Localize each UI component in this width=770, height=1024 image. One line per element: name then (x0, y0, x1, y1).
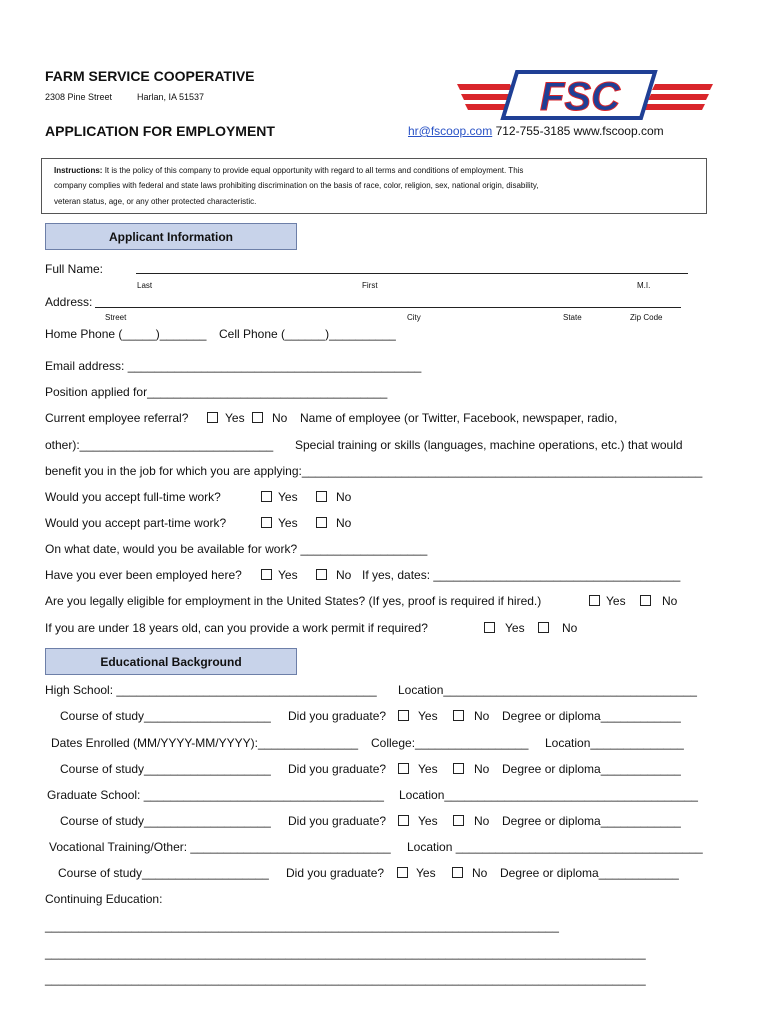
referral-name-label: Name of employee (or Twitter, Facebook, newspaper, radio, (300, 411, 618, 425)
voc-degree-field[interactable]: Degree or diploma____________ (500, 866, 679, 880)
employed-dates-field[interactable]: If yes, dates: _____________________________________ (362, 568, 681, 582)
instructions-label: Instructions: (54, 166, 103, 175)
fulltime-yes-label: Yes (278, 490, 298, 504)
continuing-line-1[interactable]: _____________________________________________________________________________ (45, 919, 559, 933)
graduate-location-field[interactable]: Location______________________________________ (399, 788, 698, 802)
vocational-field[interactable]: Vocational Training/Other: ______________________________ (49, 840, 391, 854)
under18-yes-label: Yes (505, 621, 525, 635)
phone-web: 712-755-3185 www.fscoop.com (495, 124, 664, 138)
employed-yes-label: Yes (278, 568, 298, 582)
high-school-field[interactable]: High School: _______________________________________ (45, 683, 377, 697)
parttime-label: Would you accept part-time work? (45, 516, 227, 530)
svg-text:FSC: FSC (540, 75, 620, 119)
home-phone-field[interactable]: Home Phone (_____)_______ (45, 327, 207, 341)
parttime-no-label: No (336, 516, 352, 530)
fulltime-yes-checkbox[interactable] (261, 491, 272, 502)
referral-yes-label: Yes (225, 411, 245, 425)
instructions-line1 (54, 166, 523, 175)
fulltime-label: Would you accept full-time work? (45, 490, 221, 504)
section-applicant-information: Applicant Information (45, 223, 297, 250)
graduate-school-field[interactable]: Graduate School: ____________________________________ (47, 788, 384, 802)
available-date-field[interactable]: On what date, would you be available for work? ___________________ (45, 542, 428, 556)
benefit-field[interactable]: benefit you in the job for which you are applying:____________________________________________________________ (45, 464, 703, 478)
hs-graduate-label: Did you graduate? (288, 709, 387, 723)
hs-course-field[interactable]: Course of study___________________ (60, 709, 271, 723)
college-graduate-yes-label: Yes (418, 762, 438, 776)
eligible-label: Are you legally eligible for employment in the United States? (If yes, proof is required if hired.) (45, 594, 542, 608)
continuing-line-3[interactable]: __________________________________________________________________________________________ (45, 972, 646, 986)
referral-yes-checkbox[interactable] (207, 412, 218, 423)
company-city: Harlan, IA 51537 (137, 92, 205, 102)
referral-no-checkbox[interactable] (252, 412, 263, 423)
instructions-text-3: veteran status, age, or any other protected characteristic. (54, 197, 257, 206)
full-name-label: Full Name: (45, 262, 104, 276)
other-field[interactable]: other):_____________________________ (45, 438, 274, 452)
address-field[interactable] (95, 307, 681, 308)
grad-graduate-no-checkbox[interactable] (453, 815, 464, 826)
college-graduate-yes-checkbox[interactable] (398, 763, 409, 774)
eligible-yes-label: Yes (606, 594, 626, 608)
college-graduate-no-label: No (474, 762, 490, 776)
name-mi-caption: M.I. (637, 281, 651, 290)
parttime-no-checkbox[interactable] (316, 517, 327, 528)
email-field[interactable]: Email address: ____________________________________________ (45, 359, 422, 373)
grad-course-field[interactable]: Course of study___________________ (60, 814, 271, 828)
employed-no-checkbox[interactable] (316, 569, 327, 580)
voc-course-field[interactable]: Course of study___________________ (58, 866, 269, 880)
college-field[interactable]: College:_________________ (371, 736, 529, 750)
position-field[interactable]: Position applied for____________________________________ (45, 385, 388, 399)
special-training-label: Special training or skills (languages, machine operations, etc.) that would (295, 438, 683, 452)
continuing-education-label: Continuing Education: (45, 892, 163, 906)
hs-graduate-no-label: No (474, 709, 490, 723)
under18-label: If you are under 18 years old, can you provide a work permit if required? (45, 621, 428, 635)
company-street: 2308 Pine Street (45, 92, 113, 102)
email-link[interactable]: hr@fscoop.com (408, 124, 493, 138)
employed-here-label: Have you ever been employed here? (45, 568, 242, 582)
voc-graduate-no-label: No (472, 866, 488, 880)
hs-graduate-yes-label: Yes (418, 709, 438, 723)
employed-yes-checkbox[interactable] (261, 569, 272, 580)
parttime-yes-checkbox[interactable] (261, 517, 272, 528)
fsc-logo (455, 66, 715, 122)
form-title: APPLICATION FOR EMPLOYMENT (45, 123, 275, 139)
grad-degree-field[interactable]: Degree or diploma____________ (502, 814, 681, 828)
eligible-no-checkbox[interactable] (640, 595, 651, 606)
college-graduate-no-checkbox[interactable] (453, 763, 464, 774)
hs-degree-field[interactable]: Degree or diploma____________ (502, 709, 681, 723)
fulltime-no-checkbox[interactable] (316, 491, 327, 502)
continuing-line-2[interactable]: __________________________________________________________________________________________ (45, 946, 646, 960)
voc-graduate-no-checkbox[interactable] (452, 867, 463, 878)
grad-graduate-no-label: No (474, 814, 490, 828)
address-label: Address: (45, 295, 93, 309)
addr-zip-caption: Zip Code (630, 313, 663, 322)
addr-street-caption: Street (105, 313, 127, 322)
under18-no-checkbox[interactable] (538, 622, 549, 633)
addr-city-caption: City (407, 313, 421, 322)
instructions-text-1: It is the policy of this company to provide equal opportunity with regard to all terms and conditions of employment. This (104, 166, 524, 175)
voc-graduate-yes-label: Yes (416, 866, 436, 880)
name-last-caption: Last (137, 281, 153, 290)
name-first-caption: First (362, 281, 378, 290)
referral-no-label: No (272, 411, 288, 425)
instructions-text-2: company complies with federal and state laws prohibiting discrimination on the basis of race, color, religion, sex, national origin, disability, (54, 181, 539, 190)
high-school-location-field[interactable]: Location______________________________________ (398, 683, 697, 697)
voc-graduate-label: Did you graduate? (286, 866, 385, 880)
grad-graduate-yes-label: Yes (418, 814, 438, 828)
fulltime-no-label: No (336, 490, 352, 504)
under18-yes-checkbox[interactable] (484, 622, 495, 633)
college-graduate-label: Did you graduate? (288, 762, 387, 776)
college-course-field[interactable]: Course of study___________________ (60, 762, 271, 776)
employed-no-label: No (336, 568, 352, 582)
college-degree-field[interactable]: Degree or diploma____________ (502, 762, 681, 776)
addr-state-caption: State (563, 313, 582, 322)
grad-graduate-label: Did you graduate? (288, 814, 387, 828)
section-educational-background: Educational Background (45, 648, 297, 675)
under18-no-label: No (562, 621, 578, 635)
hs-graduate-no-checkbox[interactable] (453, 710, 464, 721)
eligible-yes-checkbox[interactable] (589, 595, 600, 606)
full-name-field[interactable] (136, 273, 688, 274)
referral-label: Current employee referral? (45, 411, 189, 425)
grad-graduate-yes-checkbox[interactable] (398, 815, 409, 826)
cell-phone-field[interactable]: Cell Phone (______)__________ (219, 327, 396, 341)
college-location-field[interactable]: Location______________ (545, 736, 684, 750)
contact-line (408, 124, 664, 138)
eligible-no-label: No (662, 594, 678, 608)
dates-enrolled-field[interactable]: Dates Enrolled (MM/YYYY-MM/YYYY):_______________ (51, 736, 359, 750)
hs-graduate-yes-checkbox[interactable] (398, 710, 409, 721)
voc-graduate-yes-checkbox[interactable] (397, 867, 408, 878)
vocational-location-field[interactable]: Location _____________________________________ (407, 840, 703, 854)
parttime-yes-label: Yes (278, 516, 298, 530)
company-name: FARM SERVICE COOPERATIVE (45, 68, 255, 84)
